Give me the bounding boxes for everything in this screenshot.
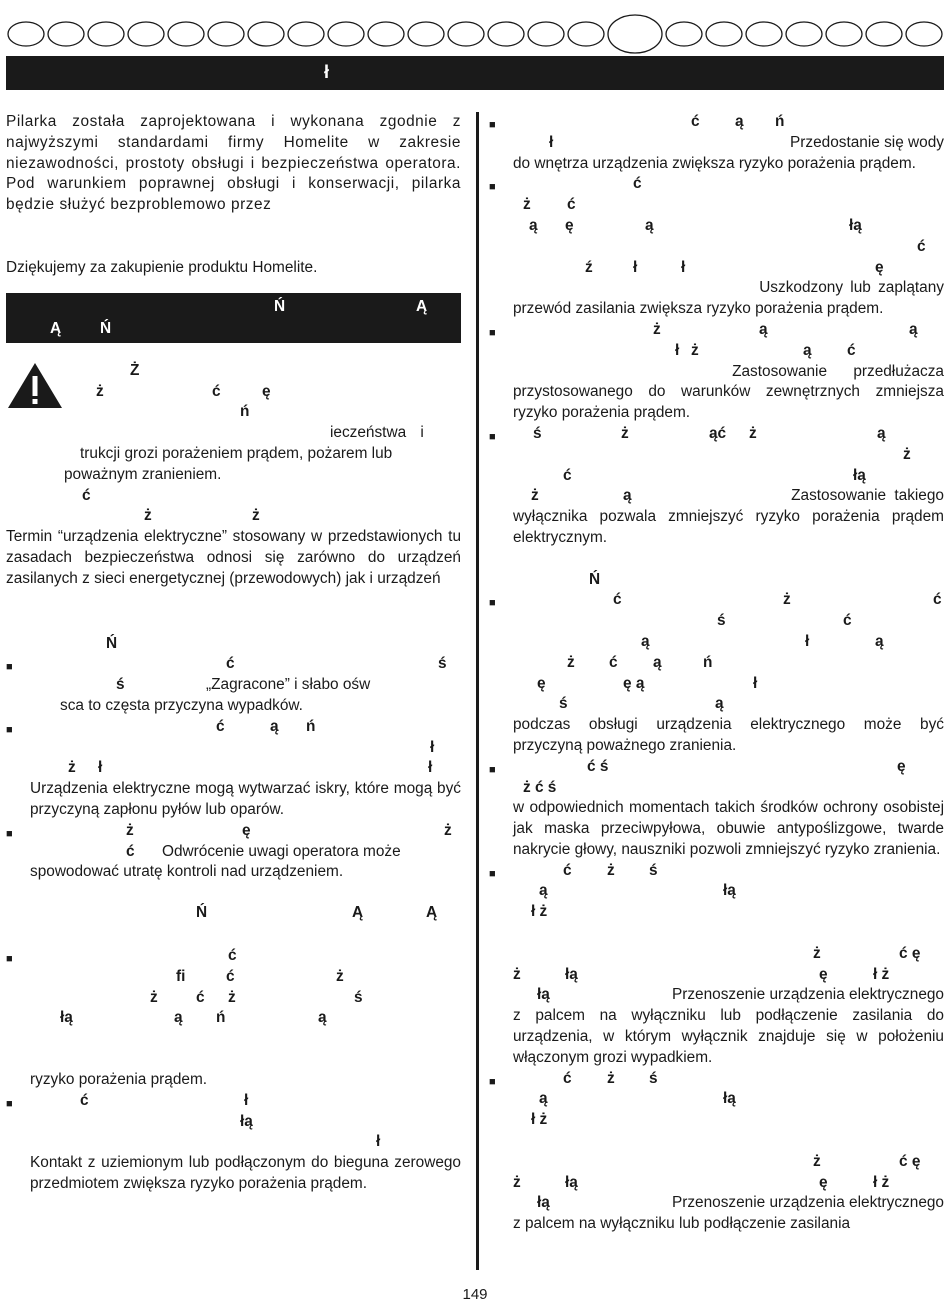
fragment: ń <box>216 1009 226 1027</box>
header-oval <box>786 22 822 46</box>
fragment: ą <box>759 320 768 338</box>
fragment: ż <box>252 507 260 525</box>
fragment: ę <box>819 1173 828 1191</box>
fragment: ą <box>653 653 662 671</box>
fragment: ż <box>144 507 152 525</box>
fragment: ż <box>783 591 791 609</box>
thanks-text: Dziękujemy za zakupienie produktu Homelite. <box>6 258 318 276</box>
fragment: ń <box>703 653 713 671</box>
fragment: ż <box>150 988 158 1006</box>
bullet-item: ■ ś ż ąć ż ą ż ć łą ż ą Zastosowanie takiego wyłącznika pozwala zmniejszyć ryzyko porażenia prądem elektrycznym. <box>513 424 944 549</box>
header-oval <box>746 22 782 46</box>
header-oval <box>568 22 604 46</box>
fragment: ż <box>444 821 452 839</box>
bar-glyph: Ń <box>100 319 112 337</box>
fragment: ł ż <box>531 1111 548 1129</box>
bullet-text: Przedostanie się wody <box>790 133 944 151</box>
fragment: ą <box>539 882 548 900</box>
header-oval-strip <box>4 14 946 54</box>
bullet-text: sca to częsta przyczyna wypadków. <box>60 696 303 714</box>
fragment: ż <box>96 382 104 400</box>
fragment: ą <box>877 424 886 442</box>
fragment: ś <box>649 1069 658 1087</box>
section-banner <box>6 56 944 90</box>
bullet-text: Uszkodzony lub zaplątany <box>759 279 944 297</box>
fragment: ł <box>376 1133 381 1151</box>
fragment: ć <box>126 842 135 860</box>
fragment: ć <box>228 946 237 964</box>
fragment: ż <box>607 1069 615 1087</box>
fragment: ą <box>803 341 812 359</box>
fragment: ś <box>559 695 568 713</box>
fragment: ż <box>813 1152 821 1170</box>
bullet-text: do wnętrza urządzenia zwiększa ryzyko porażenia prądem. <box>513 154 916 172</box>
bullet-text: z palcem na wyłączniku lub podłączenie zasilania <box>513 1215 851 1233</box>
bar-glyph: Ą <box>416 297 428 315</box>
bullet-text: Odwrócenie uwagi operatora może <box>162 842 401 860</box>
header-oval <box>448 22 484 46</box>
fragment: ą <box>539 1090 548 1108</box>
fragment: ć <box>567 196 576 214</box>
fragment: ł <box>675 341 680 359</box>
fragment: ę <box>537 674 546 692</box>
right-column <box>489 112 944 1235</box>
fragment: ż <box>813 944 821 962</box>
bullet-text: Przenoszenie urządzenia elektrycznego <box>671 1194 944 1212</box>
fragment: ł <box>244 1091 249 1109</box>
header-oval <box>528 22 564 46</box>
fragment: ż <box>513 965 521 983</box>
fragment: ę <box>262 382 271 400</box>
bullet-item: ■ ć ś ę ż ć ś w odpowiednich momentach takich środków ochrony osobistej jak maska przeciwpyłowa, obuwie antypoślizgowe, twarde nakrycie głowy, nauszniki pozwoli zmniejszyć ryzyko zranienia. <box>513 757 944 861</box>
bar-glyph: Ń <box>274 297 286 315</box>
header-oval <box>826 22 862 46</box>
fragment: Ż <box>130 361 140 379</box>
fragment: ś <box>354 988 363 1006</box>
fragment: łą <box>565 1173 578 1191</box>
fragment: ł <box>753 674 758 692</box>
fragment: ą <box>174 1009 183 1027</box>
fragment: ł <box>549 133 554 151</box>
header-oval <box>248 22 284 46</box>
bullet-text: wyłącznika pozwala zmniejszyć ryzyko porażenia prądem elektrycznym. <box>513 508 944 546</box>
fragment: ż <box>513 1173 521 1191</box>
fragment: ż <box>567 653 575 671</box>
bullet-text: spowodować utratę kontroli nad urządzeniem. <box>30 863 344 881</box>
bullet-item: ■ ż ę ż ć Odwrócenie uwagi operatora może spowodować utratę kontroli nad urządzeniem. <box>30 821 461 883</box>
warning-text: trukcji grozi porażeniem prądem, pożarem lub <box>80 444 393 462</box>
header-oval <box>666 22 702 46</box>
fragment: ą <box>318 1009 327 1027</box>
fragment: ć ę <box>899 944 921 962</box>
fragment: ć <box>216 717 225 735</box>
column-divider <box>476 112 479 1270</box>
warning-text: poważnym zranieniem. <box>64 465 222 483</box>
fragment: ś <box>533 424 542 442</box>
fragment: ł <box>428 759 433 777</box>
fragment: ć ę <box>899 1152 921 1170</box>
fragment: ć <box>563 1069 572 1087</box>
fragment: ą <box>645 216 654 234</box>
fragment: ć <box>212 382 221 400</box>
bullet-item: ■ ć fi ć ż ż ć ż ś łą ą ń ą ryzyko porażenia prądem. <box>30 946 461 1091</box>
bullet-item: ■ ż ą ą ł ż ą ć Zastosowanie przedłużacza przystosowanego do warunków zewnętrznych zmniejsza ryzyko porażenia prądem. <box>513 320 944 424</box>
fragment: ś <box>438 655 447 673</box>
fragment: łą <box>565 965 578 983</box>
fragment: ż <box>607 861 615 879</box>
fragment: ż <box>126 821 134 839</box>
fragment: ć <box>613 591 622 609</box>
electrical-heading <box>6 903 461 924</box>
fragment: ń <box>240 403 250 421</box>
header-oval <box>8 22 44 46</box>
header-oval <box>288 22 324 46</box>
fragment: ć <box>563 861 572 879</box>
fragment: ż <box>68 759 76 777</box>
header-oval <box>408 22 444 46</box>
fragment: ą <box>735 113 744 130</box>
fragment: łą <box>537 986 550 1004</box>
fragment: ł <box>633 258 638 276</box>
bullet-text: przewód zasilania zwiększa ryzyko porażenia prądem. <box>513 300 884 318</box>
bullet-text: Zastosowanie przedłużacza <box>732 362 944 380</box>
fragment: ę <box>565 216 574 234</box>
fragment: ś <box>116 676 125 694</box>
bar-glyph: Ą <box>50 319 62 337</box>
fragment: ą <box>623 487 632 505</box>
bullet-item: ■ ć ż ć ś ć ą ł ą ż ć ą ń ę ę ą ł ś ą podczas obsługi urządzenia elektrycznego może być przyczyną poważnego zranienia. <box>513 590 944 756</box>
header-oval <box>906 22 942 46</box>
header-oval <box>866 22 902 46</box>
fragment: ś <box>717 612 726 630</box>
fragment: łą <box>537 1194 550 1212</box>
safety-section-bar <box>6 293 461 343</box>
fragment: ż <box>691 341 699 359</box>
term-paragraph: Termin “urządzenia elektryczne” stosowany w przedstawionych tu zasadach bezpieczeństwa odnosi się zarówno do urządzeń zasilanych z sieci energetycznej (przewodowych) jak i urządzeń <box>6 528 461 587</box>
left-column <box>6 112 461 1195</box>
fragment: ą <box>529 216 538 234</box>
bullet-text: Urządzenia elektryczne mogą wytwarzać iskry, które mogą być przyczyną zapłonu pyłów lub oparów. <box>30 780 461 818</box>
header-oval <box>88 22 124 46</box>
fragment: ą <box>641 632 650 650</box>
bullet-text: Kontakt z uziemionym lub podłączonym do bieguna zerowego przedmiotem zwiększa ryzyko porażenia prądem. <box>30 1154 461 1193</box>
page-number: 149 <box>462 1286 488 1303</box>
bullet-text: Zastosowanie takiego <box>791 487 944 505</box>
fragment: ń <box>775 113 785 130</box>
fragment: ą <box>715 695 724 713</box>
fragment: ź <box>585 258 593 276</box>
fragment: ż <box>228 988 236 1006</box>
bullet-text: Przenoszenie urządzenia elektrycznego <box>671 986 944 1004</box>
bullet-item: ■ ć ą ń ł Przedostanie się wody do wnętrza urządzenia zwiększa ryzyko porażenia prądem. <box>513 112 944 174</box>
header-oval <box>488 22 524 46</box>
header-oval <box>128 22 164 46</box>
fragment: ć <box>843 612 852 630</box>
fragment: ąć <box>709 424 727 442</box>
warning-text: ieczeństwa i <box>330 424 424 442</box>
header-oval <box>48 22 84 46</box>
fragment: ć <box>609 653 618 671</box>
intro-paragraph: Pilarka została zaprojektowana i wykonana zgodnie z najwyższymi standardami firmy Homelite w zakresie niezawodności, prostoty obsługi i bezpieczeństwa operatora. Pod warunkiem poprawnej obsługi i konserwacji, pilarka będzie służyć bezproblemowo przez <box>6 113 461 214</box>
fragment: łą <box>723 882 736 900</box>
bullet-item: ■ ć ż ś ą łą ł ż ż ć ę ż łą ę ł ż łą Przenoszenie urządzenia elektrycznego z palcem na wyłączniku lub podłączenie zasilania do urządzenia, w którym wyłącznik znajduje się w położeniu włączonym grozi wypadkiem. <box>513 861 944 1069</box>
fragment: ę <box>875 258 884 276</box>
fragment: ż <box>903 445 911 463</box>
fragment: ć <box>633 175 642 193</box>
area-heading: Ń <box>106 634 118 652</box>
fragment: ń <box>306 717 316 735</box>
bullet-text: w odpowiednich momentach takich środków ochrony osobistej jak maska przeciwpyłowa, obuwie antypoślizgowe, twarde nakrycie głowy, nauszniki pozwoli zmniejszyć ryzyko zranienia. <box>513 799 944 858</box>
bullet-text: ryzyko porażenia prądem. <box>30 1071 208 1089</box>
fragment: ż <box>749 424 757 442</box>
header-oval <box>328 22 364 46</box>
fragment: ż <box>621 424 629 442</box>
fragment: ć ś <box>587 757 609 775</box>
fragment: ę <box>242 821 251 839</box>
fragment: ł <box>805 632 810 650</box>
bullet-item: ■ ć ł łą ł Kontakt z uziemionym lub podłączonym do bieguna zerowego przedmiotem zwiększa ryzyko porażenia prądem. <box>30 1091 461 1195</box>
header-oval-current <box>608 15 662 53</box>
fragment: ć <box>82 486 91 504</box>
fragment: łą <box>723 1090 736 1108</box>
bullet-text: podczas obsługi urządzenia elektrycznego może być przyczyną poważnego zranienia. <box>513 716 944 754</box>
bullet-item: ■ ć ż ś ą łą ł ż ż ć ę ż łą ę ł ż łą Przenoszenie urządzenia elektrycznego z palcem na wyłączniku lub podłączenie zasilania <box>513 1069 944 1235</box>
fragment: ć <box>563 466 572 484</box>
fragment: łą <box>853 466 866 484</box>
fragment: ę <box>819 965 828 983</box>
fragment: fi <box>176 967 186 985</box>
bullet-text: przystosowanego do warunków zewnętrznych zmniejsza ryzyko porażenia prądem. <box>513 383 944 422</box>
header-oval <box>368 22 404 46</box>
fragment: ł <box>98 759 103 777</box>
fragment: Ą <box>426 904 438 922</box>
banner-title: ł <box>324 62 330 82</box>
bullet-item: ■ ć ą ń ł ż ł ł Urządzenia elektryczne mogą wytwarzać iskry, które mogą być przyczyną zapłonu pyłów lub oparów. <box>30 717 461 821</box>
fragment: ć <box>226 967 235 985</box>
fragment: ż <box>531 487 539 505</box>
fragment: ż <box>653 320 661 338</box>
fragment: ł ż <box>873 965 890 983</box>
fragment: ć <box>933 591 942 609</box>
fragment: ą <box>909 320 918 338</box>
fragment: ł <box>681 258 686 276</box>
fragment: ć <box>226 655 235 673</box>
header-oval <box>706 22 742 46</box>
fragment: ł ż <box>531 903 548 921</box>
fragment: łą <box>849 216 862 234</box>
fragment: ę <box>897 757 906 775</box>
fragment: ś <box>649 861 658 879</box>
fragment: ć <box>691 113 700 130</box>
fragment: łą <box>60 1009 73 1027</box>
fragment: Ą <box>352 904 364 922</box>
fragment: Ń <box>196 904 208 922</box>
warning-block <box>6 361 461 590</box>
bullet-text: „Zagracone” i słabo ośw <box>206 676 371 694</box>
header-oval <box>168 22 204 46</box>
fragment: ć <box>847 341 856 359</box>
fragment: ą <box>270 717 279 735</box>
fragment: ż <box>523 196 531 214</box>
fragment: ę ą <box>623 674 645 692</box>
bullet-text: z palcem na wyłączniku lub podłączenie zasilania do urządzenia, w którym wyłącznik znajduje się w położeniu włączonym grozi wypadkiem. <box>513 1007 944 1066</box>
fragment: ż <box>336 967 344 985</box>
fragment: ł ż <box>873 1173 890 1191</box>
personal-heading: Ń <box>589 570 601 588</box>
fragment: ć <box>80 1091 89 1109</box>
fragment: łą <box>240 1112 253 1130</box>
fragment: ż ć ś <box>523 778 557 796</box>
bullet-item: ■ ć ż ć ą ę ą łą ć ź ł ł ę Uszkodzony lub zaplątany przewód zasilania zwiększa ryzyko porażenia prądem. <box>513 174 944 320</box>
fragment: ł <box>430 738 435 756</box>
bullet-item: ■ ć ś ś „Zagracone” i słabo ośw sca to częsta przyczyna wypadków. <box>30 654 461 716</box>
fragment: ą <box>875 632 884 650</box>
fragment: ć <box>196 988 205 1006</box>
header-oval <box>208 22 244 46</box>
fragment: ć <box>917 237 926 255</box>
